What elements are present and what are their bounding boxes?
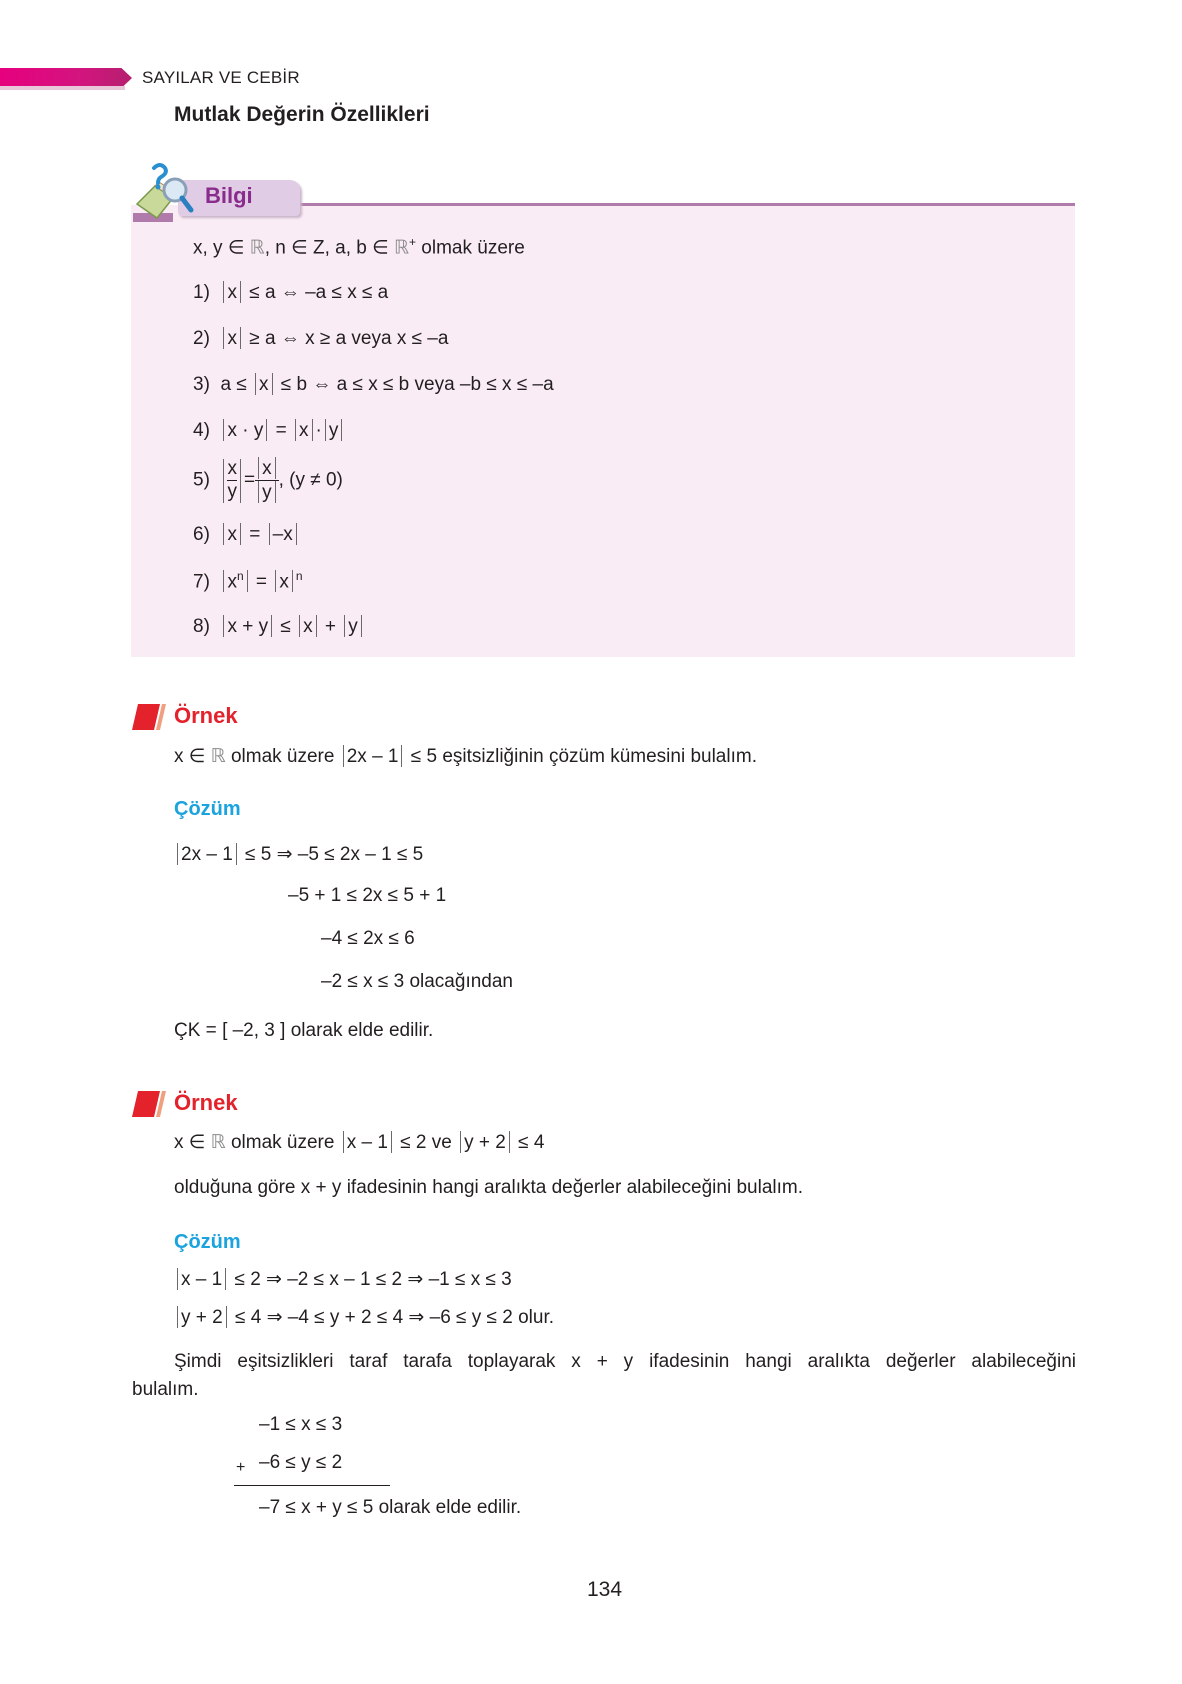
example-1-step-2: –5 + 1 ≤ 2x ≤ 5 + 1	[288, 885, 447, 906]
property-6: 6) x = –x	[193, 523, 300, 546]
example-icon	[132, 1091, 170, 1117]
info-box-top-rule	[300, 203, 1075, 206]
book-magnifier-question-icon	[133, 160, 203, 224]
example-2-paragraph-line-1: Şimdi eşitsizlikleri taraf tarafa toplayarak x + y ifadesinin hangi aralıkta değerler alabileceğini	[174, 1351, 1076, 1372]
example-2-label: Örnek	[174, 1090, 238, 1115]
example-2-paragraph-line-2: bulalım.	[132, 1379, 199, 1400]
property-5: 5) $\frac{x}{y}$ = $\frac{x}{y}$ , (y ≠ 0)	[193, 458, 343, 503]
info-tab-label: Bilgi	[205, 183, 253, 208]
example-1-solution-label: Çözüm	[174, 798, 241, 820]
example-1-step-3: –4 ≤ 2x ≤ 6	[321, 928, 415, 949]
sum-plus-sign: +	[236, 1459, 246, 1476]
sum-row-1: –1 ≤ x ≤ 3	[259, 1414, 343, 1435]
example-2-solution-label: Çözüm	[174, 1231, 241, 1253]
property-1: 1) x ≤ a ⇔ –a ≤ x ≤ a	[193, 282, 389, 303]
sum-row-2: –6 ≤ y ≤ 2	[259, 1452, 343, 1473]
sum-result: –7 ≤ x + y ≤ 5 olarak elde edilir.	[259, 1497, 522, 1518]
property-3: 3) a ≤ x ≤ b ⇔ a ≤ x ≤ b veya –b ≤ x ≤ –a	[193, 374, 554, 395]
example-1-question: x ∈ ℝ olmak üzere 2x – 1 ≤ 5 eşitsizliğinin çözüm kümesini bulalım.	[174, 746, 757, 767]
example-2-step-1: x – 1 ≤ 2 ⇒ –2 ≤ x – 1 ≤ 2 ⇒ –1 ≤ x ≤ 3	[174, 1268, 512, 1291]
property-8: 8) x + y ≤ x + y	[193, 615, 365, 638]
example-2-question-line-1: x ∈ ℝ olmak üzere x – 1 ≤ 2 ve y + 2 ≤ 4	[174, 1132, 545, 1153]
section-label: SAYILAR VE CEBİR	[142, 68, 300, 87]
example-2-question-line-2: olduğuna göre x + y ifadesinin hangi aralıkta değerler alabileceğini bulalım.	[174, 1177, 803, 1198]
info-intro: x, y ∈ ℝ, n ∈ Z, a, b ∈ ℝ+ olmak üzere	[193, 235, 525, 259]
property-2: 2) x ≥ a ⇔ x ≥ a veya x ≤ –a	[193, 328, 449, 349]
sum-rule	[234, 1485, 390, 1486]
property-7: 7) $x^n = x$ $^n$	[193, 569, 303, 593]
page-number: 134	[587, 1578, 623, 1601]
example-2-step-2: y + 2 ≤ 4 ⇒ –4 ≤ y + 2 ≤ 4 ⇒ –6 ≤ y ≤ 2 olur.	[174, 1306, 554, 1329]
property-4: 4) x · y = x · y	[193, 419, 345, 442]
section-header-bar	[0, 68, 132, 88]
page-title: Mutlak Değerin Özellikleri	[174, 103, 430, 126]
example-1-result: ÇK = [ –2, 3 ] olarak elde edilir.	[174, 1020, 434, 1041]
example-icon	[132, 704, 170, 730]
example-1-step-1: 2x – 1 ≤ 5 ⇒ –5 ≤ 2x – 1 ≤ 5	[174, 843, 423, 866]
example-1-step-4: –2 ≤ x ≤ 3 olacağından	[321, 971, 513, 992]
section-header-bar-shadow	[0, 86, 125, 90]
example-1-label: Örnek	[174, 703, 238, 728]
